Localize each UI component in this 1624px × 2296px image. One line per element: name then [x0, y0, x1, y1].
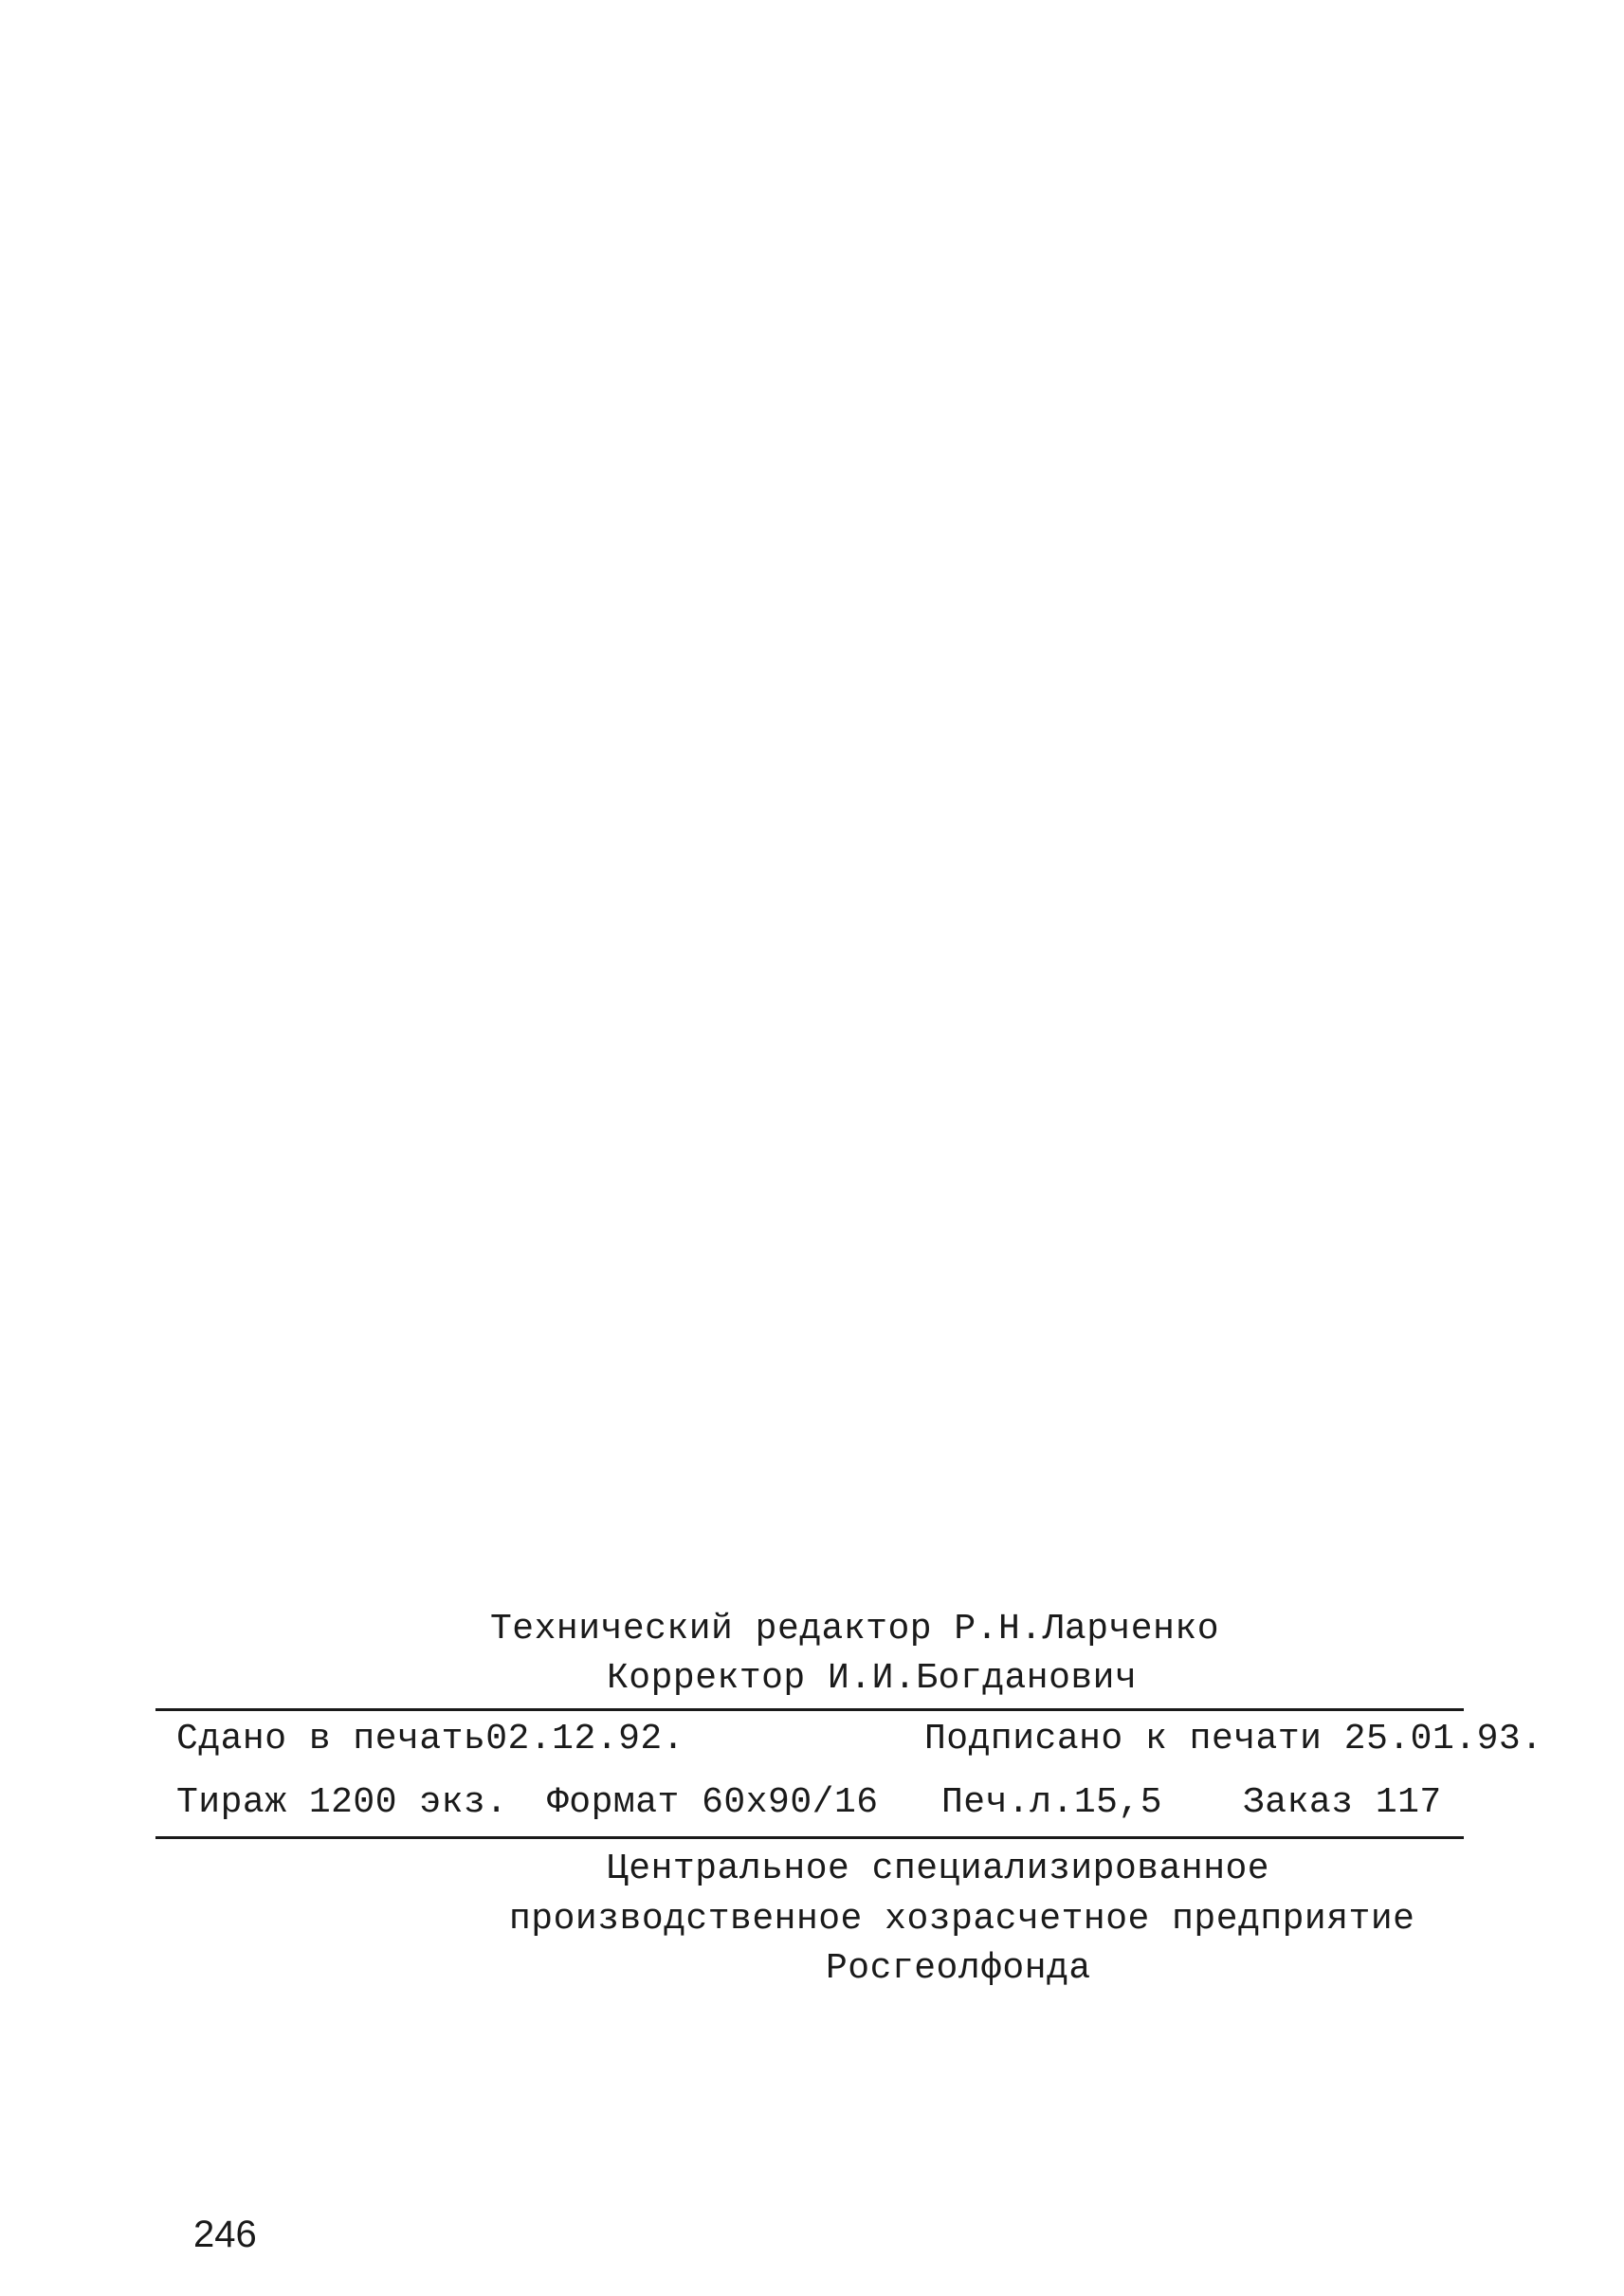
corrector-line: Корректор И.И.Богданович	[607, 1658, 1138, 1699]
publisher-line-3: Росгеолфонда	[826, 1948, 1091, 1989]
publisher-line-1: Центральное специализированное	[607, 1849, 1270, 1889]
format: Формат 60х90/16	[547, 1782, 879, 1823]
signed-to-print: Подписано к печати 25.01.93.	[924, 1719, 1543, 1759]
bottom-rule	[155, 1836, 1464, 1839]
publisher-line-2: производственное хозрасчетное предприятие	[509, 1899, 1415, 1940]
page-number: 246	[193, 2214, 257, 2255]
tech-editor-line: Технический редактор Р.Н.Ларченко	[490, 1609, 1220, 1649]
sent-to-print: Сдано в печать02.12.92.	[176, 1719, 684, 1759]
order-number: Заказ 117	[1243, 1782, 1442, 1823]
top-rule	[155, 1708, 1464, 1711]
circulation: Тираж 1200 экз.	[176, 1782, 508, 1823]
printed-sheets: Печ.л.15,5	[941, 1782, 1163, 1823]
